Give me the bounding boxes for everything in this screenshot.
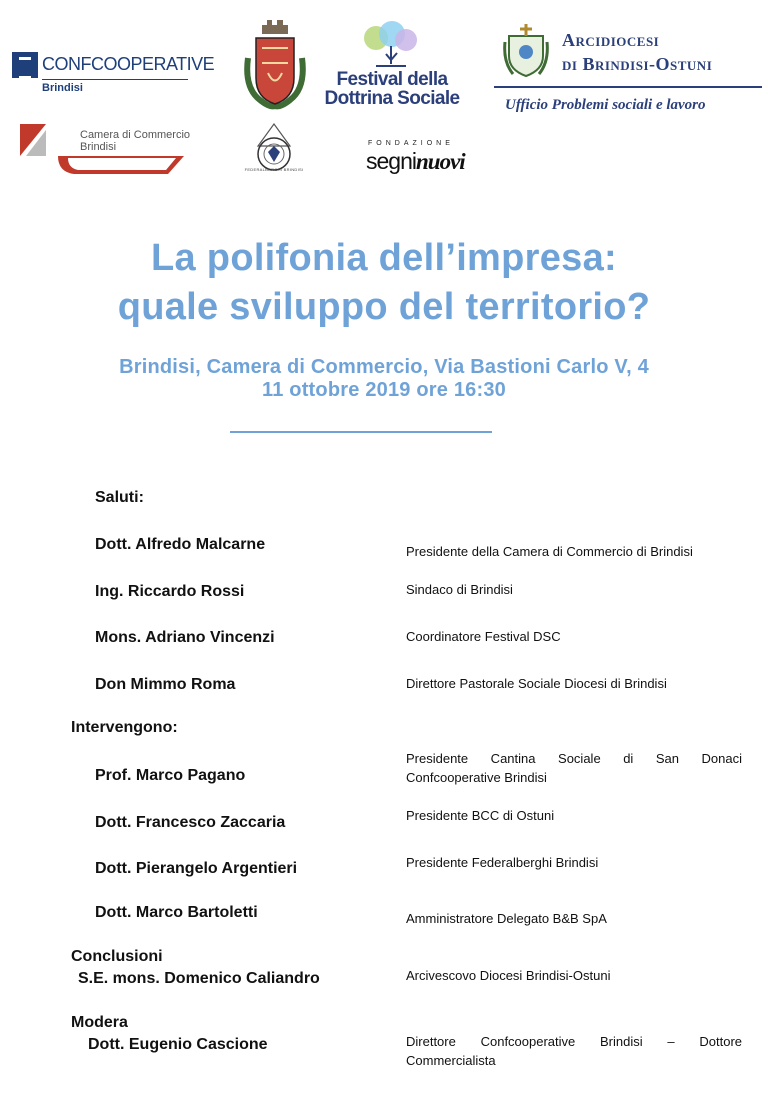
speaker-name: Prof. Marco Pagano: [95, 767, 246, 784]
speaker-name: Mons. Adriano Vincenzi: [95, 629, 275, 646]
arcidiocesi-name-line2: di Brindisi-Ostuni: [562, 54, 713, 74]
event-venue: Brindisi, Camera di Commercio, Via Bastioni Carlo V, 4: [119, 356, 649, 378]
speaker-role: Arcivescovo Diocesi Brindisi-Ostuni: [406, 968, 611, 983]
title-divider: [230, 431, 492, 433]
speaker-name: Dott. Pierangelo Argentieri: [95, 860, 298, 877]
speaker-name: Don Mimmo Roma: [95, 676, 236, 693]
speaker-role: Sindaco di Brindisi: [406, 582, 513, 597]
arcidiocesi-office: Ufficio Problemi sociali e lavoro: [505, 97, 706, 113]
speaker-name: S.E. mons. Domenico Caliandro: [78, 970, 320, 987]
section-label-intervengono: Intervengono:: [71, 719, 178, 736]
brindisi-crest-icon: [240, 18, 310, 110]
federalberghi-logo-text: FEDERALBERGHI BRINDISI: [244, 167, 304, 172]
speaker-role: Direttore Pastorale Sociale Diocesi di Brindisi: [406, 676, 667, 691]
speaker-name: Ing. Riccardo Rossi: [95, 583, 245, 600]
festival-logo-text: [318, 70, 466, 108]
speaker-role: Presidente della Camera di Commercio di Brindisi: [406, 544, 693, 559]
speaker-name: Dott. Eugenio Cascione: [88, 1036, 268, 1053]
speaker-name: Dott. Francesco Zaccaria: [95, 814, 286, 831]
event-title-line1: La polifonia dell’impresa:: [151, 237, 617, 279]
confcooperative-logo-rule: [42, 79, 188, 80]
speaker-role: Coordinatore Festival DSC: [406, 629, 561, 644]
event-date: 11 ottobre 2019 ore 16:30: [261, 379, 506, 401]
arcidiocesi-coat-of-arms-icon: [503, 22, 549, 80]
segni-nuovi-logo-main: [366, 148, 465, 175]
speaker-role: Amministratore Delegato B&B SpA: [406, 911, 607, 926]
speaker-name: Dott. Alfredo Malcarne: [95, 536, 266, 553]
speaker-role: Presidente Federalberghi Brindisi: [406, 855, 599, 870]
section-label-conclusioni: Conclusioni: [71, 948, 163, 965]
festival-logo-line2: Dottrina Sociale: [324, 88, 460, 109]
section-label-modera: Modera: [71, 1014, 128, 1031]
segni-nuovi-logo-part-b: nuovi: [415, 149, 465, 174]
confcooperative-logo-name: CONFCOOPERATIVE: [42, 54, 215, 74]
camera-di-commercio-line1: Camera di Commercio: [80, 129, 191, 141]
camera-di-commercio-line2: Brindisi: [80, 141, 117, 153]
speaker-role: Direttore Confcooperative Brindisi – Dottore Commercialista: [406, 1034, 742, 1068]
speaker-role: Presidente BCC di Ostuni: [406, 808, 555, 823]
festival-logo-line1: Festival della: [336, 69, 448, 90]
arcidiocesi-rule: [494, 86, 762, 88]
speaker-name: Dott. Marco Bartoletti: [95, 904, 258, 921]
segni-nuovi-logo-top: FONDAZIONE: [368, 140, 454, 147]
confcooperative-logo-icon: [12, 52, 38, 78]
confcooperative-logo-sub: Brindisi: [42, 82, 83, 94]
section-label-saluti: Saluti:: [95, 489, 144, 506]
federalberghi-logo-icon: [240, 118, 308, 190]
arcidiocesi-name-line1: Arcidiocesi: [562, 30, 660, 50]
segni-nuovi-logo-part-a: segni: [366, 148, 416, 174]
speaker-role: Presidente Cantina Sociale di San Donaci Confcooperative Brindisi: [406, 751, 742, 785]
festival-tree-icon: [362, 20, 420, 68]
event-title-line2: quale sviluppo del territorio?: [117, 286, 651, 328]
